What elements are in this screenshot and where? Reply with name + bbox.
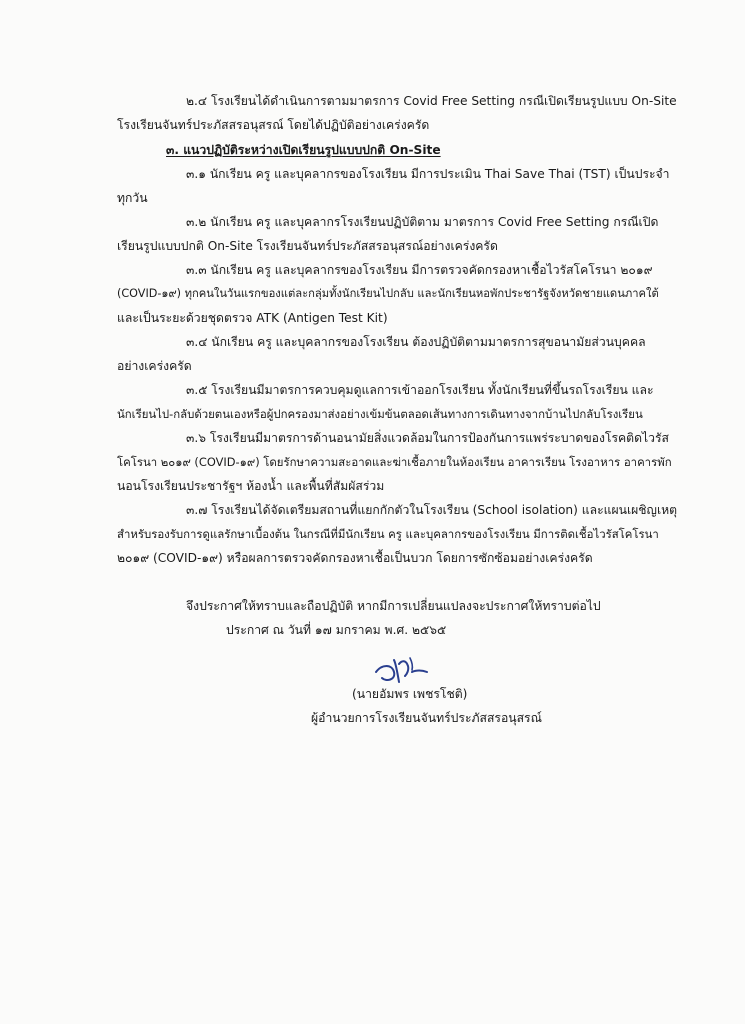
section-2-4-line-1: ๒.๔ โรงเรียนได้ดำเนินการตามมาตรการ Covid Free Setting กรณีเปิดเรียนรูปแบบ On-Site xyxy=(186,94,677,108)
closing-announcement: จึงประกาศให้ทราบและถือปฏิบัติ หากมีการเปลี่ยนแปลงจะประกาศให้ทราบต่อไป xyxy=(186,599,601,613)
handwritten-signature xyxy=(372,652,432,688)
announcement-date: ประกาศ ณ วันที่ ๑๗ มกราคม พ.ศ. ๒๕๖๕ xyxy=(226,623,447,637)
item-3-2-line-2: เรียนรูปแบบปกติ On-Site โรงเรียนจันทร์ประภัสสรอนุสรณ์อย่างเคร่งครัด xyxy=(117,239,498,253)
item-3-7-line-2: สำหรับรองรับการดูแลรักษาเบื้องต้น ในกรณีที่มีนักเรียน ครู และบุคลากรของโรงเรียน มีการติดเชื้อไวรัสโคโรนา xyxy=(117,527,659,541)
item-3-5-line-2: นักเรียนไป-กลับด้วยตนเองหรือผู้ปกครองมาส่งอย่างเข้มข้นตลอดเส้นทางการเดินทางจากบ้านไปกลับโรงเรียน xyxy=(117,407,643,421)
item-3-6-line-2: โคโรนา ๒๐๑๙ (COVID-๑๙) โดยรักษาความสะอาดและฆ่าเชื้อภายในห้องเรียน อาคารเรียน โรงอาหาร อาคารพัก xyxy=(117,455,672,469)
item-3-4-line-2: อย่างเคร่งครัด xyxy=(117,359,192,373)
item-3-1-line-1: ๓.๑ นักเรียน ครู และบุคลากรของโรงเรียน มีการประเมิน Thai Save Thai (TST) เป็นประจำ xyxy=(186,167,670,181)
signer-name: (นายอัมพร เพชรโชติ) xyxy=(352,687,468,701)
item-3-6-line-3: นอนโรงเรียนประชารัฐฯ ห้องน้ำ และพื้นที่สัมผัสร่วม xyxy=(117,479,385,493)
item-3-1-line-2: ทุกวัน xyxy=(117,191,148,205)
item-3-4-line-1: ๓.๔ นักเรียน ครู และบุคลากรของโรงเรียน ต้องปฏิบัติตามมาตรการสุขอนามัยส่วนบุคคล xyxy=(186,335,646,349)
item-3-6-line-1: ๓.๖ โรงเรียนมีมาตรการด้านอนามัยสิ่งแวดล้อมในการป้องกันการแพร่ระบาดของโรคติดไวรัส xyxy=(186,431,669,445)
section-2-4-line-2: โรงเรียนจันทร์ประภัสสรอนุสรณ์ โดยได้ปฏิบัติอย่างเคร่งครัด xyxy=(117,118,430,132)
section-3-heading: ๓. แนวปฏิบัติระหว่างเปิดเรียนรูปแบบปกติ On-Site xyxy=(166,143,441,157)
item-3-7-line-1: ๓.๗ โรงเรียนได้จัดเตรียมสถานที่แยกกักตัวในโรงเรียน (School isolation) และแผนเผชิญเหตุ xyxy=(186,503,678,517)
item-3-3-line-1: ๓.๓ นักเรียน ครู และบุคลากรของโรงเรียน มีการตรวจคัดกรองหาเชื้อไวรัสโคโรนา ๒๐๑๙ xyxy=(186,263,653,277)
item-3-3-line-3: และเป็นระยะด้วยชุดตรวจ ATK (Antigen Test Kit) xyxy=(117,311,388,325)
item-3-3-line-2: (COVID-๑๙) ทุกคนในวันแรกของแต่ละกลุ่มทั้งนักเรียนไปกลับ และนักเรียนหอพักประชารัฐจังหวัดชายแดนภาคใต้ xyxy=(117,287,659,300)
signer-position: ผู้อำนวยการโรงเรียนจันทร์ประภัสสรอนุสรณ์ xyxy=(311,711,542,725)
item-3-2-line-1: ๓.๒ นักเรียน ครู และบุคลากรโรงเรียนปฏิบัติตาม มาตรการ Covid Free Setting กรณีเปิด xyxy=(186,215,659,229)
item-3-7-line-3: ๒๐๑๙ (COVID-๑๙) หรือผลการตรวจคัดกรองหาเชื้อเป็นบวก โดยการซักซ้อมอย่างเคร่งครัด xyxy=(117,551,593,565)
item-3-5-line-1: ๓.๕ โรงเรียนมีมาตรการควบคุมดูแลการเข้าออกโรงเรียน ทั้งนักเรียนที่ขึ้นรถโรงเรียน และ xyxy=(186,383,654,397)
